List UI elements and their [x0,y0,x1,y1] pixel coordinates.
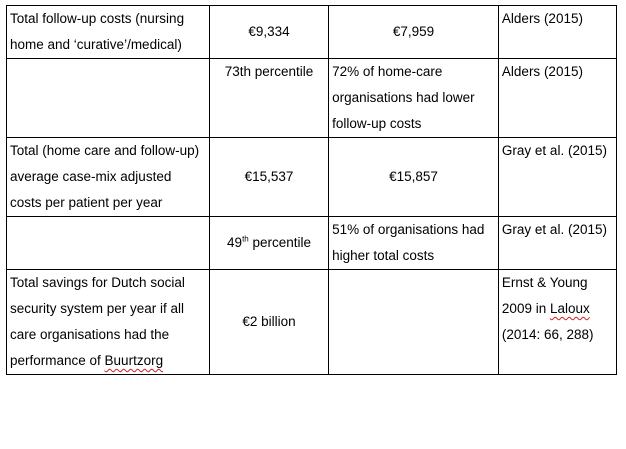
table-cell-source: Alders (2015) [498,59,616,138]
table-row [7,138,617,217]
percentile-label: percentile [248,235,312,250]
table-cell-comparison [329,270,499,375]
table-cell-buurtzorg: €2 billion [209,270,328,375]
table-cell-source: Gray et al. (2015) [498,217,616,270]
table-row [7,6,617,59]
cost-comparison-table [6,5,617,375]
table-cell-comparison: 72% of home-care organisations had lower follow-up costs [329,59,499,138]
percentile-number: 49 [227,235,243,250]
table-row [7,217,617,270]
ordinal-suffix: th [242,234,249,244]
table-row [7,59,617,138]
spellcheck-word: Laloux [549,301,590,316]
table-cell-buurtzorg: €9,334 [209,6,328,59]
table-cell-buurtzorg: €15,537 [209,138,328,217]
table-cell-buurtzorg: 73th percentile [209,59,328,138]
description-text: Total savings for Dutch social security system per year if all care organisations had the performance of [10,275,185,368]
table-cell-buurtzorg [209,217,328,270]
spellcheck-word: Buurtzorg [104,353,164,368]
table-cell-comparison: €7,959 [329,6,499,59]
table-cell-description [7,217,210,270]
source-text: (2014: 66, 288) [501,327,594,342]
table-cell-description [7,59,210,138]
table-cell-source [498,270,616,375]
source-text: Ernst & Young 2009 in [501,275,588,316]
table-cell-comparison: €15,857 [329,138,499,217]
table-row [7,270,617,375]
table-cell-source: Gray et al. (2015) [498,138,616,217]
table-cell-source: Alders (2015) [498,6,616,59]
table-cell-description [7,270,210,375]
table-cell-comparison: 51% of organisations had higher total costs [329,217,499,270]
table-cell-description: Total follow-up costs (nursing home and ‘curative’/medical) [7,6,210,59]
table-cell-description: Total (home care and follow-up) average case-mix adjusted costs per patient per year [7,138,210,217]
